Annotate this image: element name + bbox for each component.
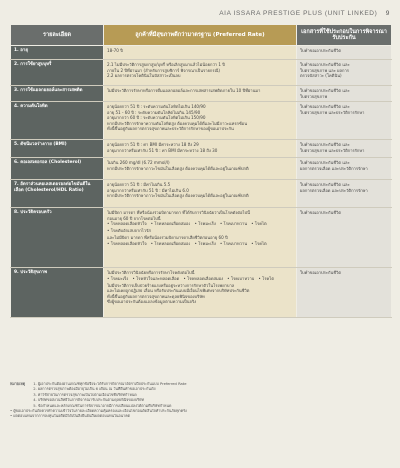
criteria-line: หากมีประวัติการรักษาภาวะไขมันในเลือดสูง ต้องควบคุมได้ดีและอยู่ในเกณฑ์ปกติ [107,193,249,198]
criteria-line: ก่อนอายุ 60 ปี จากโรคต่อไปนี้ [107,215,161,221]
table-row [11,208,392,268]
criteria-line: • โรคไต [258,276,274,282]
document-line: ใบตรวจสุขภาพ และประวัติการรักษา [300,109,365,115]
document-line: ใบคำขอเอาประกันชีวิต [300,210,342,215]
criteria-line: และไม่มีบิดา มารดา พี่หรือน้องร่วมบิดามารดาเสียชีวิตก่อนอายุ 60 ปี [107,235,228,240]
row-topic: 2. การใช้ยาสูบบุหรี่ [11,60,104,86]
header-preferred: ลูกค้าที่มีสุขภาพดีกว่ามาตรฐาน (Preferred Rate) [104,25,297,46]
criteria-line: ไม่มีประวัติการเจ็บป่วยร้ายแรงหรืออยู่ระหว่างการรักษาตัวในโรงพยาบาล [107,282,235,288]
note-item: 3. ค่าใช้จ่ายในการตรวจสุขภาพเป็นไปตามเงื่อนไขที่บริษัทกำหนด [33,392,137,397]
criteria-line: หากมีประวัติการรักษาความดันโลหิตสูง ต้องควบคุมได้ดีและไม่มีภาวะแทรกซ้อน [107,120,248,126]
criteria-line: ไม่มีประวัติการวินิจฉัยหรือการรักษาโรคดังต่อไปนี้ [107,270,195,275]
table-header-row [11,25,392,46]
notes-label: หมายเหตุ [10,382,26,386]
criteria-line: ภายใน 2 ปีที่ผ่านมา (สำหรับการสูบซิการ์ พิจารณาเป็นรายกรณี) [107,67,220,73]
document-line: ใบตรวจสุขภาพ และประวัติการรักษา [300,147,365,153]
criteria-line: 2.1 ไม่มีประวัติการสูบยาสูบ/บุหรี่ หรือเลิกสูบมาแล้วไม่น้อยกว่า 1 ปี [107,62,225,67]
note-item: 1. ผู้เอาประกันต้องผ่านเกณฑ์ทุกข้อจึงจะได้รับการพิจารณาอัตราเบี้ยประกันแบบ Preferred Rate [33,382,187,386]
note-item: 2. ผลการตรวจสุขภาพต้องมีอายุไม่เกิน 6 เดือน ณ วันที่ยื่นคำขอเอาประกันภัย [33,387,156,392]
row-preferred-criteria [104,180,297,208]
row-topic: 4. ความดันโลหิต [11,102,104,140]
page-header [219,10,390,17]
criteria-line: • โรคเบาหวาน [220,241,247,247]
criteria-line: • โรคมะเร็ง [107,276,128,282]
notes-section [10,382,392,420]
document-line: ใบคำขอเอาประกันชีวิต [300,48,342,53]
row-documents [297,180,392,208]
document-line: ใบคำขอเอาประกันชีวิต และ [300,142,350,147]
row-topic: 3. การใช้แอลกอฮอล์และสารเสพติด [11,86,104,102]
preferred-rate-table [10,24,392,318]
footer-note: • ผู้ขอเอาประกันภัยควรทำความเข้าใจในรายละเอียดความคุ้มครองและเงื่อนไขก่อนตัดสินใจทำประกันภัยทุกครั้ง [10,409,392,414]
table-row [11,180,392,208]
criteria-line: • โรคไต [251,221,267,227]
criteria-line: • โรคหัวใจและหลอดเลือด [132,276,179,282]
criteria-line: ทั้งนี้ขึ้นอยู่กับผลการตรวจสุขภาพและประวัติการรักษาของผู้ขอเอาประกัน [107,126,234,131]
row-preferred-criteria [104,60,297,86]
criteria-line: • โรคไต [251,241,267,247]
criteria-line: อายุน้อยกว่า 51 ปี : ค่า BMI มีค่าระหว่าง 18 ถึง 29 [107,142,199,147]
document-line: ใบตรวจสุขภาพ และ ผลการ [300,67,349,73]
row-preferred-criteria [104,86,297,102]
criteria-line: 2.2 ผลการตรวจโคตินินในปัสสาวะเป็นลบ [107,73,181,78]
criteria-line: • โรคหลอดเลือดสมอง [151,221,191,227]
table-row [11,268,392,318]
row-preferred-criteria [104,102,297,140]
criteria-line: ไม่มีประวัติการรักษาหรือการดื่มแอลกอฮอล์และการเสพสารเสพติดภายใน 10 ปีที่ผ่านมา [107,88,261,93]
table-row [11,102,392,140]
document-title: AIA ISSARA PRESTIGE PLUS (UNIT LINKED) [219,10,378,17]
row-topic: 9. ประวัติสุขภาพ [11,268,104,318]
table-row [11,60,392,86]
row-topic: 7. อัตราส่วนคอเลสเตอรอลต่อไขมันดีในเลือด (Cholesterol/HDL Ratio) [11,180,104,208]
criteria-line: อายุมากกว่าหรือเท่ากับ 51 ปี : ค่า BMI มีค่าระหว่าง 18 ถึง 30 [107,147,218,153]
criteria-line: ซึ่งผู้ขอเอาประกันต้องแถลงข้อมูลตามความเป็นจริง [107,299,197,304]
document-line: ผลการตรวจเลือด และประวัติการรักษา [300,187,368,193]
table-row [11,158,392,180]
criteria-line: • โรคเบาหวาน [220,221,247,227]
document-line: ตรวจปัสสาวะ (โคตินิน) [300,73,342,78]
criteria-line: อายุ 51 - 60 ปี : ระดับความดันโลหิตไม่เกิน 145/90 [107,109,201,115]
row-documents [297,102,392,140]
document-line: ใบตรวจสุขภาพ [300,93,328,99]
criteria-line: 18-70 ปี [107,48,123,53]
document-line: ใบคำขอเอาประกันชีวิต และ [300,62,350,67]
criteria-line: • โรคมะเร็ง [194,221,215,227]
criteria-line: อายุน้อยกว่า 51 ปี : มีค่าไม่เกิน 5.5 [107,182,171,187]
header-topic: รายละเอียด [11,25,104,46]
page-number: 9 [385,10,390,17]
criteria-line: อายุมากกว่า 60 ปี : ระดับความดันโลหิตไม่เกิน 150/90 [107,115,206,120]
note-item: 4. บริษัทขอสงวนสิทธิ์ในการพิจารณารับประกันตามดุลยพินิจของบริษัท [33,398,145,403]
row-documents [297,268,392,318]
document-line: ผลการตรวจเลือด และประวัติการรักษา [300,165,368,171]
criteria-line: ไม่มีบิดา มารดา พี่หรือน้องร่วมบิดามารดา ที่ได้รับการวินิจฉัยว่าเป็นโรคดังต่อไปนี้ [107,210,250,215]
criteria-line: • โรคเบาหวาน [227,276,254,282]
table-body [11,46,392,318]
table-row [11,140,392,158]
row-documents [297,158,392,180]
row-topic: 6. คอเลสเตอรอล (Cholesterol) [11,158,104,180]
criteria-line: • โรคมะเร็ง [194,241,215,247]
document-line: ใบคำขอเอาประกันชีวิต และ [300,104,350,109]
document-line: ใบคำขอเอาประกันชีวิต และ [300,160,350,165]
criteria-line: • โรคตับอักเสบจากไวรัส [107,228,151,234]
row-preferred-criteria [104,140,297,158]
document-line: ใบคำขอเอาประกันชีวิต และ [300,182,350,187]
notes-footer [10,409,392,420]
criteria-line: • โรคหลอดเลือดหัวใจ [107,241,147,247]
criteria-line: อายุมากกว่าหรือเท่ากับ 51 ปี : มีค่าไม่เกิน 6.0 [107,187,189,193]
row-documents [297,86,392,102]
row-topic: 1. อายุ [11,46,104,60]
criteria-line: • โรคหลอดเลือดสมอง [183,276,223,282]
criteria-line: • โรคหลอดเลือดหัวใจ [107,221,147,227]
criteria-line: และไม่เคยถูกปฏิเสธ เลื่อน หรือรับประกันแบบมีเงื่อนไขพิเศษจากบริษัทประกันชีวิต [107,288,250,293]
row-documents [297,46,392,60]
criteria-line: ไม่เกิน 260 mg/dl (6.72 mmol/l) [107,160,170,165]
row-preferred-criteria [104,208,297,268]
row-preferred-criteria [104,268,297,318]
note-item: 5. ข้อกำหนดและหลักเกณฑ์ในการพิจารณาอาจมีการเปลี่ยนแปลงได้ตามที่บริษัทกำหนด [33,403,172,408]
table-row [11,86,392,102]
row-documents [297,60,392,86]
row-preferred-criteria [104,158,297,180]
header-documents: เอกสารที่ใช้ประกอบในการพิจารณารับประกัน [297,25,392,46]
row-topic: 5. ดัชนีมวลร่างกาย (BMI) [11,140,104,158]
row-preferred-criteria [104,46,297,60]
footer-note: • ผลตอบแทนจากการลงทุนในอดีตมิได้เป็นสิ่งยืนยันถึงผลตอบแทนในอนาคต [10,414,392,419]
criteria-line: • โรคหลอดเลือดสมอง [151,241,191,247]
criteria-line: อายุน้อยกว่า 51 ปี : ระดับความดันโลหิตไม่เกิน 140/90 [107,104,206,109]
notes-list [33,382,388,409]
row-topic: 8. ประวัติครอบครัว [11,208,104,268]
document-line: ใบคำขอเอาประกันชีวิต และ [300,88,350,93]
criteria-line: ทั้งนี้ขึ้นอยู่กับผลการตรวจสุขภาพและดุลยพินิจของบริษัท [107,293,205,299]
document-line: ใบคำขอเอาประกันชีวิต [300,270,342,275]
row-documents [297,208,392,268]
table-row [11,46,392,60]
row-documents [297,140,392,158]
criteria-line: หากมีประวัติการรักษาภาวะไขมันในเลือดสูง ต้องควบคุมได้ดีและอยู่ในเกณฑ์ปกติ [107,165,249,171]
